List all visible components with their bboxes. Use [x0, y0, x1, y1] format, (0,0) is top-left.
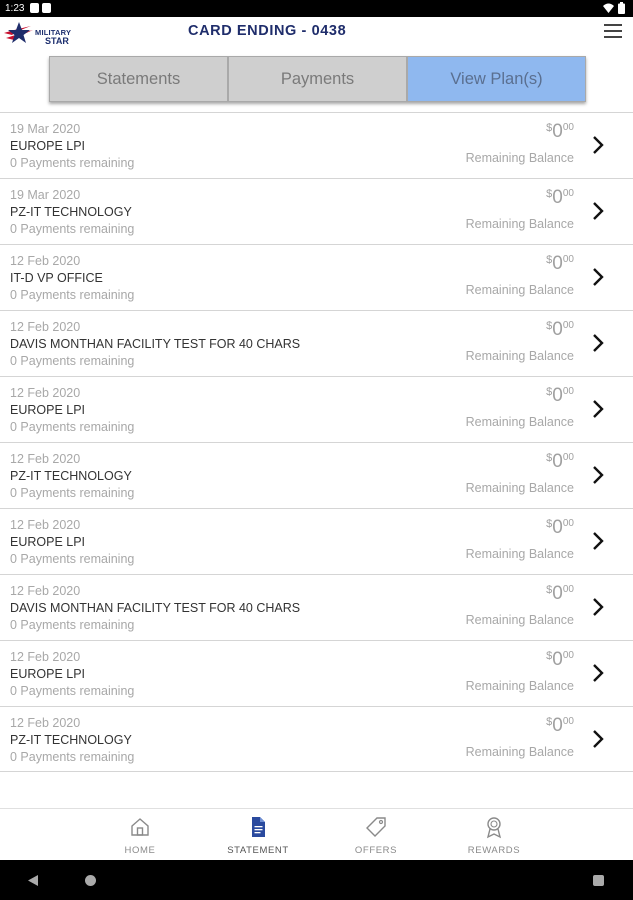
amount-cents: 00 — [562, 716, 574, 727]
status-bar — [0, 0, 633, 17]
plan-date: 12 Feb 2020 — [10, 452, 81, 466]
amount-cents: 00 — [562, 320, 574, 331]
plan-balance-amount — [546, 121, 574, 143]
plan-date: 12 Feb 2020 — [10, 716, 81, 730]
plan-name: PZ-IT TECHNOLOGY — [10, 469, 132, 483]
status-time: 1:23 — [5, 3, 25, 14]
remaining-balance-label: Remaining Balance — [465, 349, 574, 363]
wifi-icon — [603, 3, 614, 13]
remaining-balance-label: Remaining Balance — [465, 151, 574, 165]
plan-date: 12 Feb 2020 — [10, 584, 81, 598]
remaining-balance-label: Remaining Balance — [465, 613, 574, 627]
currency-symbol: $ — [546, 518, 553, 530]
plan-payments-remaining: 0 Payments remaining — [10, 486, 135, 500]
currency-symbol: $ — [546, 122, 553, 134]
amount-whole: 0 — [552, 253, 563, 274]
plan-date: 12 Feb 2020 — [10, 518, 81, 532]
menu-button[interactable] — [604, 24, 622, 38]
amount-whole: 0 — [552, 451, 563, 472]
amount-cents: 00 — [562, 122, 574, 133]
recent-apps-icon[interactable] — [593, 875, 604, 886]
currency-symbol: $ — [546, 452, 553, 464]
plan-payments-remaining: 0 Payments remaining — [10, 354, 135, 368]
plan-balance-amount — [546, 187, 574, 209]
amount-cents: 00 — [562, 518, 574, 529]
notification-icon — [30, 3, 39, 13]
plan-row[interactable] — [0, 310, 633, 376]
military-star-logo[interactable] — [3, 21, 78, 47]
plan-row[interactable] — [0, 112, 633, 178]
plan-date: 19 Mar 2020 — [10, 188, 81, 202]
app-header — [0, 17, 633, 50]
tab-payments[interactable]: Payments — [228, 56, 407, 102]
page-title: CARD ENDING - 0438 — [188, 23, 347, 39]
battery-icon — [618, 2, 625, 14]
plan-name: DAVIS MONTHAN FACILITY TEST FOR 40 CHARS — [10, 601, 301, 615]
remaining-balance-label: Remaining Balance — [465, 679, 574, 693]
star-logo-icon — [3, 21, 35, 47]
plan-payments-remaining: 0 Payments remaining — [10, 684, 135, 698]
amount-whole: 0 — [552, 583, 563, 604]
plan-row[interactable] — [0, 376, 633, 442]
amount-whole: 0 — [552, 385, 563, 406]
plan-balance-amount — [546, 253, 574, 275]
chevron-right-icon[interactable] — [591, 663, 605, 683]
plan-date: 12 Feb 2020 — [10, 320, 81, 334]
hamburger-icon — [604, 24, 622, 26]
plan-payments-remaining: 0 Payments remaining — [10, 750, 135, 764]
remaining-balance-label: Remaining Balance — [465, 745, 574, 759]
currency-symbol: $ — [546, 320, 553, 332]
chevron-right-icon[interactable] — [591, 135, 605, 155]
plan-date: 19 Mar 2020 — [10, 122, 81, 136]
nav-home[interactable] — [95, 815, 185, 856]
currency-symbol: $ — [546, 716, 553, 728]
chevron-right-icon[interactable] — [591, 597, 605, 617]
remaining-balance-label: Remaining Balance — [465, 481, 574, 495]
currency-symbol: $ — [546, 254, 553, 266]
nav-offers-label: OFFERS — [354, 845, 398, 856]
plan-row[interactable] — [0, 706, 633, 772]
plan-row[interactable] — [0, 574, 633, 640]
currency-symbol: $ — [546, 188, 553, 200]
plan-name: DAVIS MONTHAN FACILITY TEST FOR 40 CHARS — [10, 337, 301, 351]
nav-statement-label: STATEMENT — [227, 845, 289, 856]
remaining-balance-label: Remaining Balance — [465, 217, 574, 231]
chevron-right-icon[interactable] — [591, 333, 605, 353]
plan-payments-remaining: 0 Payments remaining — [10, 222, 135, 236]
plan-name: EUROPE LPI — [10, 403, 86, 417]
plan-name: EUROPE LPI — [10, 535, 86, 549]
back-icon[interactable] — [28, 875, 38, 886]
plan-balance-amount — [546, 319, 574, 341]
plan-row[interactable] — [0, 508, 633, 574]
plan-row[interactable] — [0, 178, 633, 244]
chevron-right-icon[interactable] — [591, 399, 605, 419]
chevron-right-icon[interactable] — [591, 465, 605, 485]
system-navigation-bar — [0, 860, 633, 900]
plan-payments-remaining: 0 Payments remaining — [10, 288, 135, 302]
amount-cents: 00 — [562, 584, 574, 595]
remaining-balance-label: Remaining Balance — [465, 283, 574, 297]
nav-rewards[interactable] — [449, 815, 539, 856]
plan-balance-amount — [546, 715, 574, 737]
currency-symbol: $ — [546, 584, 553, 596]
currency-symbol: $ — [546, 650, 553, 662]
amount-cents: 00 — [562, 254, 574, 265]
plan-name: IT-D VP OFFICE — [10, 271, 103, 285]
plan-payments-remaining: 0 Payments remaining — [10, 552, 135, 566]
plan-date: 12 Feb 2020 — [10, 650, 81, 664]
plan-payments-remaining: 0 Payments remaining — [10, 156, 135, 170]
tag-icon — [364, 815, 388, 839]
plan-name: PZ-IT TECHNOLOGY — [10, 733, 132, 747]
plan-name: EUROPE LPI — [10, 667, 86, 681]
plan-date: 12 Feb 2020 — [10, 386, 81, 400]
tab-view-plans[interactable]: View Plan(s) — [407, 56, 586, 102]
amount-cents: 00 — [562, 650, 574, 661]
award-icon — [482, 815, 506, 839]
system-indicators — [603, 2, 625, 14]
amount-whole: 0 — [552, 121, 563, 142]
amount-whole: 0 — [552, 319, 563, 340]
bottom-navigation — [0, 808, 633, 860]
plans-list — [0, 112, 633, 772]
plan-row[interactable] — [0, 442, 633, 508]
remaining-balance-label: Remaining Balance — [465, 547, 574, 561]
plan-balance-amount — [546, 451, 574, 473]
home-icon — [128, 815, 152, 839]
logo-text-star: STAR — [45, 36, 69, 46]
plan-date: 12 Feb 2020 — [10, 254, 81, 268]
plan-row[interactable] — [0, 640, 633, 706]
amount-cents: 00 — [562, 386, 574, 397]
plan-payments-remaining: 0 Payments remaining — [10, 618, 135, 632]
plan-balance-amount — [546, 649, 574, 671]
plan-payments-remaining: 0 Payments remaining — [10, 420, 135, 434]
amount-whole: 0 — [552, 187, 563, 208]
amount-whole: 0 — [552, 517, 563, 538]
chevron-right-icon[interactable] — [591, 729, 605, 749]
nav-offers[interactable] — [331, 815, 421, 856]
remaining-balance-label: Remaining Balance — [465, 415, 574, 429]
statement-icon — [246, 815, 270, 839]
notification-icons — [30, 3, 51, 13]
notification-icon — [42, 3, 51, 13]
nav-statement[interactable] — [213, 815, 303, 856]
segmented-tabs — [49, 56, 586, 102]
currency-symbol: $ — [546, 386, 553, 398]
plan-name: PZ-IT TECHNOLOGY — [10, 205, 132, 219]
home-circle-icon[interactable] — [85, 875, 96, 886]
plan-row[interactable] — [0, 244, 633, 310]
amount-cents: 00 — [562, 188, 574, 199]
nav-home-label: HOME — [124, 845, 156, 856]
plan-balance-amount — [546, 385, 574, 407]
amount-cents: 00 — [562, 452, 574, 463]
chevron-right-icon[interactable] — [591, 267, 605, 287]
logo-text-military: MILITARY — [35, 28, 72, 37]
plan-balance-amount — [546, 517, 574, 539]
amount-whole: 0 — [552, 649, 563, 670]
nav-rewards-label: REWARDS — [467, 845, 521, 856]
chevron-right-icon[interactable] — [591, 531, 605, 551]
chevron-right-icon[interactable] — [591, 201, 605, 221]
amount-whole: 0 — [552, 715, 563, 736]
tab-statements[interactable]: Statements — [49, 56, 228, 102]
plan-balance-amount — [546, 583, 574, 605]
plan-name: EUROPE LPI — [10, 139, 86, 153]
